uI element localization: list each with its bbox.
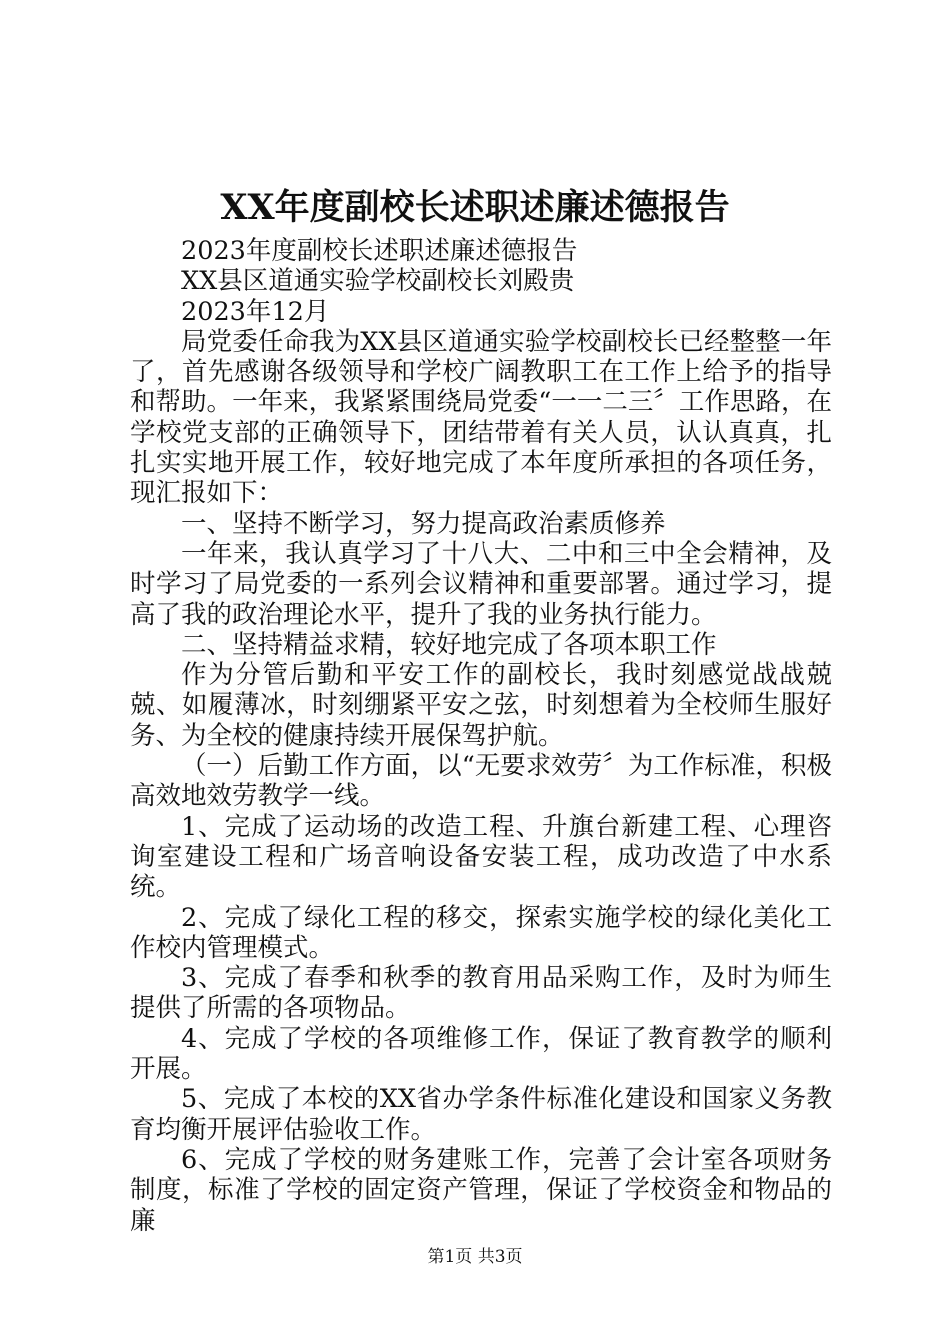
document-body bbox=[130, 236, 832, 1236]
list-item: 3、完成了春季和秋季的教育用品采购工作，及时为师生提供了所需的各项物品。 bbox=[130, 963, 832, 1024]
document-title: XX年度副校长述职述廉述德报告 bbox=[220, 187, 730, 228]
list-item: 4、完成了学校的各项维修工作，保证了教育教学的顺利开展。 bbox=[130, 1023, 832, 1085]
page-number-footer: 第1页 共3页 bbox=[427, 1247, 523, 1267]
intro-paragraph: 局党委任命我为XX县区道通实验学校副校长已经整整一年了，首先感谢各级领导和学校广阔教职工在工作上给予的指导和帮助。一年来，我紧紧围绕局党委“一一二三〞工作思路，在学校党支部的正确领导下，团结带着有关人员，认认真真，扎扎实实地开展工作，较好地完成了本年度所承担的各项任务，现汇报如下： bbox=[130, 326, 832, 509]
list-item: 2、完成了绿化工程的移交，探索实施学校的绿化美化工作校内管理模式。 bbox=[130, 902, 832, 963]
section-heading-2: 二、坚持精益求精，较好地完成了各项本职工作 bbox=[181, 629, 717, 660]
section-2-paragraph: 作为分管后勤和平安工作的副校长，我时刻感觉战战兢兢、如履薄冰，时刻绷紧平安之弦，时刻想着为全校师生服好务、为全校的健康持续开展保驾护航。 bbox=[130, 660, 832, 751]
list-item: 6、完成了学校的财务建账工作，完善了会计室各项财务制度，标准了学校的固定资产管理，保证了学校资金和物品的廉 bbox=[130, 1144, 832, 1236]
subsection-heading-1: （一）后勤工作方面，以“无要求效劳〞为工作标准，积极高效地效劳教学一线。 bbox=[130, 751, 832, 812]
list-item: 1、完成了运动场的改造工程、升旗台新建工程、心理咨询室建设工程和广场音响设备安装工程，成功改造了中水系统。 bbox=[130, 811, 832, 903]
list-item: 5、完成了本校的XX省办学条件标准化建设和国家义务教育均衡开展评估验收工作。 bbox=[130, 1084, 832, 1145]
section-1-paragraph: 一年来，我认真学习了十八大、二中和三中全会精神，及时学习了局党委的一系列会议精神和重要部署。通过学习，提高了我的政治理论水平，提升了我的业务执行能力。 bbox=[130, 538, 832, 630]
section-heading-1: 一、坚持不断学习，努力提高政治素质修养 bbox=[181, 508, 666, 539]
report-heading-line: 2023年度副校长述职述廉述德报告 bbox=[181, 236, 578, 266]
date-line: 2023年12月 bbox=[181, 296, 330, 327]
author-line: XX县区道通实验学校副校长刘殿贵 bbox=[181, 266, 575, 297]
